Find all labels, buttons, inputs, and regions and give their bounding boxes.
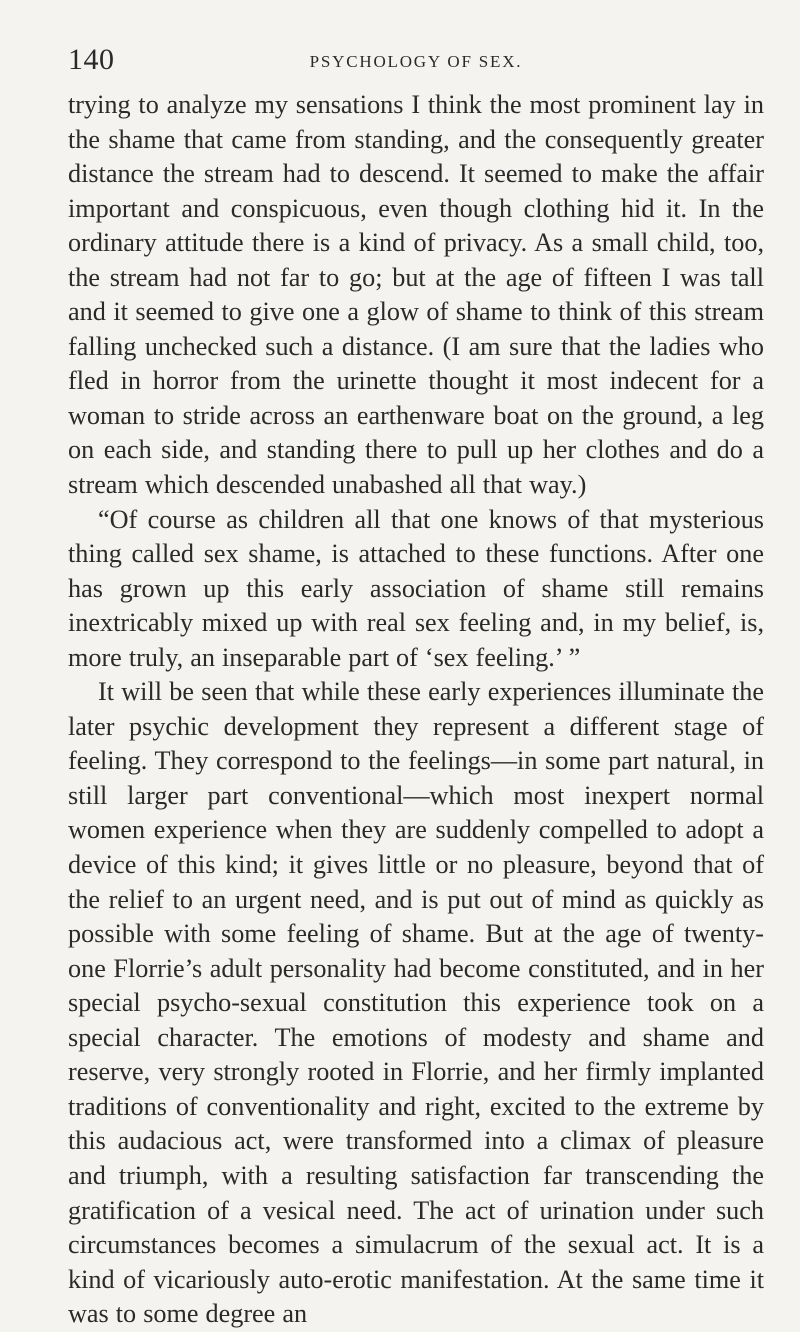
page-number: 140 xyxy=(68,43,115,76)
paragraph-continued: trying to analyze my sensations I think the most prominent lay in the shame that came from standing, and the consequently greater distance the stream had to descend. It seemed to make the affair important and conspicuous, even though clothing hid it. In the ordinary attitude there is a kind of privacy. As a small child, too, the stream had not far to go; but at the age of fifteen I was tall and it seemed to give one a glow of shame to think of this stream falling unchecked such a distance. (I am sure that the ladies who fled in horror from the urinette thought it most indecent for a woman to stride across an earthenware boat on the ground, a leg on each side, and standing there to pull up her clothes and do a stream which descended unabashed all that way.) xyxy=(68,90,764,500)
paragraph-quotation: “Of course as children all that one knows of that mysterious thing called sex shame, is attached to these functions. After one has grown up this early association of shame still remains inextricably mixed up with real sex feeling and, in my belief, is, more truly, an inseparable part of ‘sex feeling.’ ” xyxy=(68,504,764,672)
running-title: PSYCHOLOGY OF SEX. xyxy=(309,52,523,71)
body-text xyxy=(68,88,764,1332)
paragraph-commentary: It will be seen that while these early experiences illuminate the later psychic development they represent a different stage of feeling. They correspond to the feelings—in some part natural, in still larger part conventional—which most inexpert normal women experience when they are suddenly compelled to adopt a device of this kind; it gives little or no pleasure, beyond that of the relief to an urgent need, and is put out of mind as quickly as possible with some feeling of shame. But at the age of twenty-one Florrie’s adult personality had become constituted, and in her special psycho-sexual constitution this experience took on a special character. The emotions of modesty and shame and reserve, very strongly rooted in Florrie, and her firmly implanted traditions of conventionality and right, excited to the extreme by this audacious act, were transformed into a climax of pleasure and triumph, with a resulting satisfaction far transcending the gratification of a vesical need. The act of urination under such circumstances becomes a simulacrum of the sexual act. It is a kind of vicariously auto-erotic manifestation. At the same time it was to some degree an xyxy=(68,677,764,1329)
book-page xyxy=(68,38,764,1332)
running-head xyxy=(68,38,764,88)
